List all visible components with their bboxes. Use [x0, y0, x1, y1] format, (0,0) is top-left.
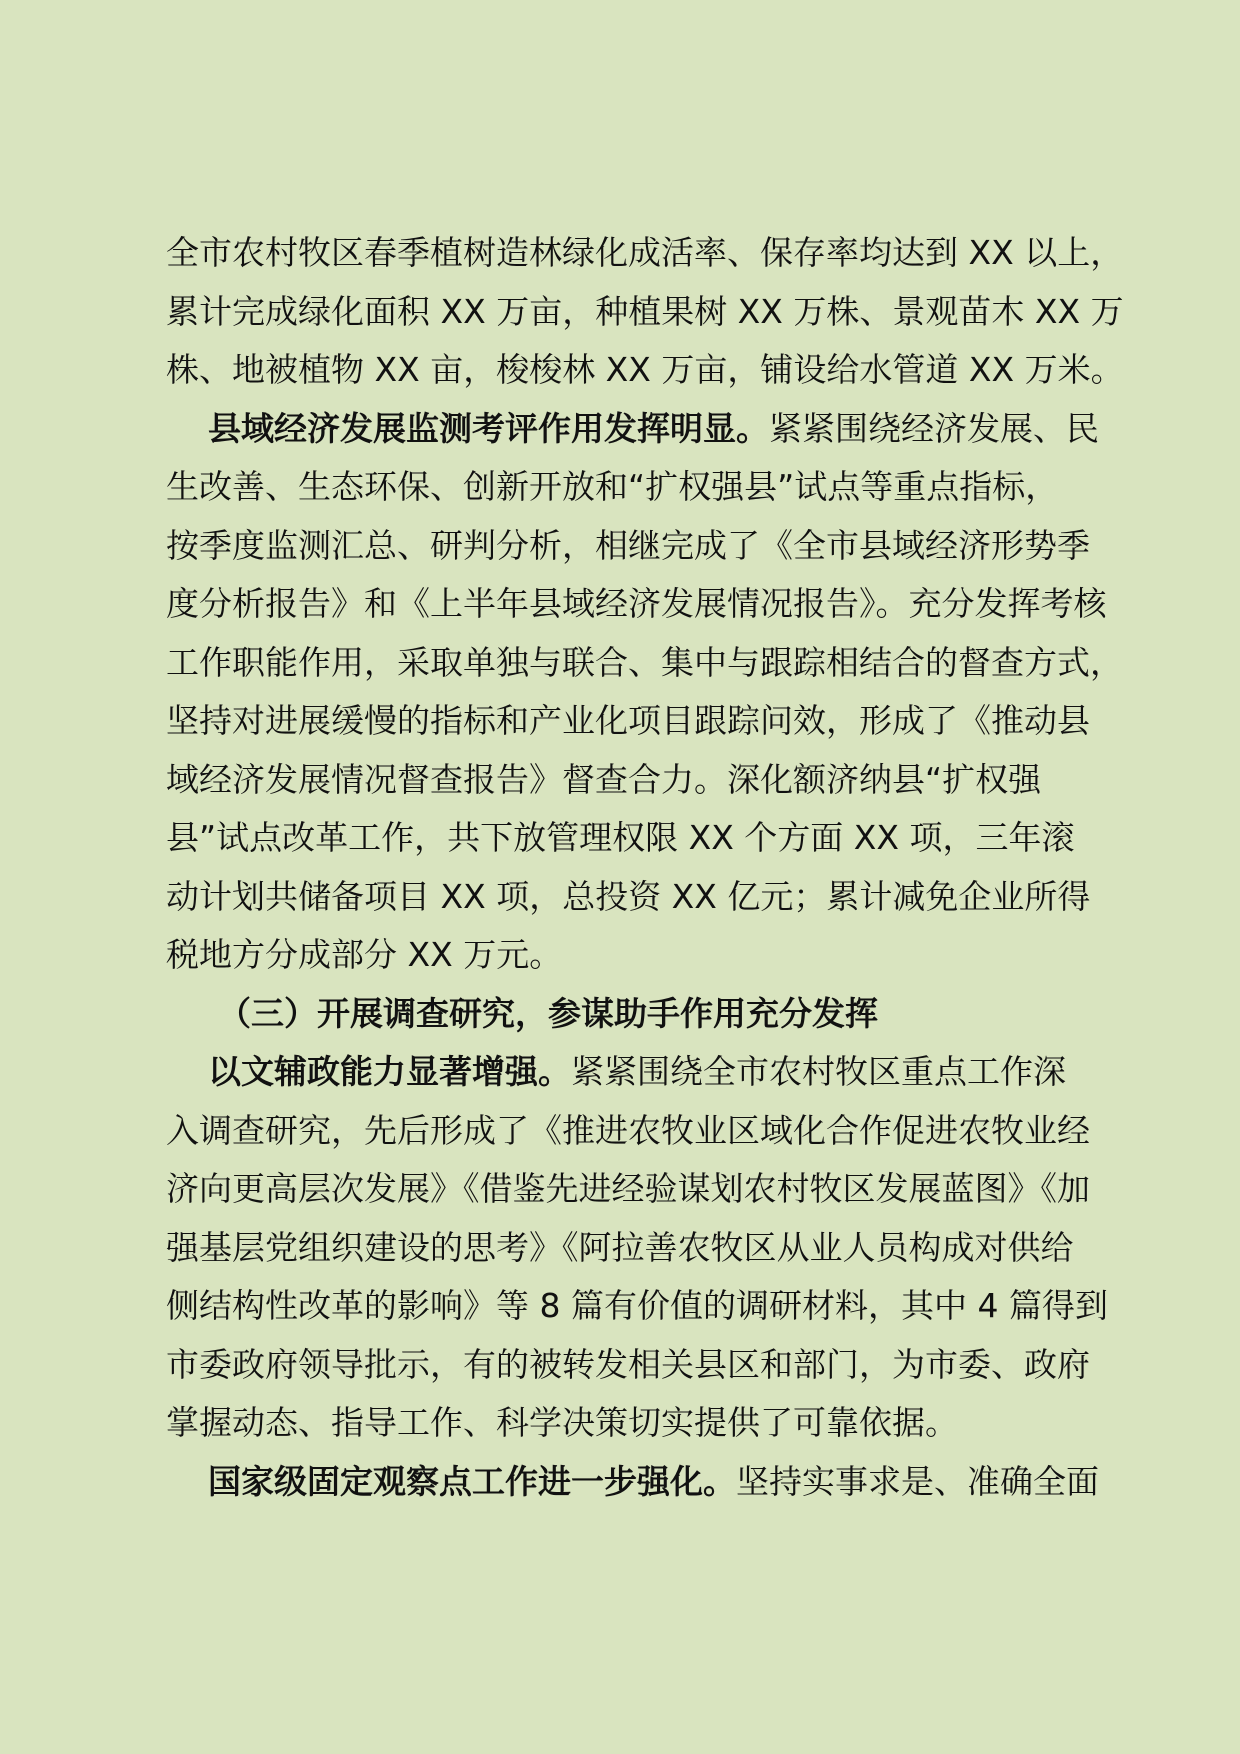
- paragraph-observation-point: [166, 1453, 1099, 1512]
- paragraph-text: 坚持实事求是、准确全面: [736, 1461, 1099, 1501]
- text-line: 济向更高层次发展》《借鉴先进经验谋划农村牧区发展蓝图》《加: [166, 1169, 1090, 1208]
- text-line: 税地方分成部分 XX 万元。: [166, 935, 563, 974]
- text-line: 坚持对进展缓慢的指标和产业化项目跟踪问效，形成了《推动县: [166, 701, 1090, 740]
- text-line: 生改善、生态环保、创新开放和“扩权强县”试点等重点指标，: [166, 467, 1059, 506]
- text-line: 动计划共储备项目 XX 项，总投资 XX 亿元；累计减免企业所得: [166, 876, 1091, 916]
- text-line: 累计完成绿化面积 XX 万亩，种植果树 XX 万株、景观苗木 XX 万: [166, 291, 1124, 331]
- text-line: 域经济发展情况督查报告》督查合力。深化额济纳县“扩权强: [166, 759, 1042, 799]
- paragraph-research: [166, 1043, 1096, 1102]
- text-line: 入调查研究，先后形成了《推进农牧业区域化合作促进农牧业经: [166, 1110, 1090, 1150]
- text-line: 工作职能作用，采取单独与联合、集中与跟踪相结合的督查方式，: [166, 642, 1123, 682]
- paragraph-text: 紧紧围绕全市农村牧区重点工作深: [571, 1052, 1066, 1091]
- text-line: 县”试点改革工作，共下放管理权限 XX 个方面 XX 项，三年滚: [166, 818, 1075, 857]
- text-line: 株、地被植物 XX 亩，梭梭林 XX 万亩，铺设给水管道 XX 万米。: [166, 350, 1124, 389]
- text-line: 按季度监测汇总、研判分析，相继完成了《全市县域经济形势季: [166, 525, 1090, 565]
- text-line: 市委政府领导批示，有的被转发相关县区和部门，为市委、政府: [166, 1344, 1090, 1384]
- paragraph-heading: 以文辅政能力显著增强。: [208, 1052, 571, 1091]
- paragraph-text: 紧紧围绕经济发展、民: [769, 408, 1099, 448]
- text-line: 全市农村牧区春季植树造林绿化成活率、保存率均达到 XX 以上，: [166, 233, 1124, 272]
- paragraph-county-economy: [166, 400, 1099, 459]
- text-line: 强基层党组织建设的思考》《阿拉善农牧区从业人员构成对供给: [166, 1227, 1074, 1267]
- paragraph-heading: 国家级固定观察点工作进一步强化。: [208, 1461, 736, 1501]
- section-title: （三）开展调查研究，参谋助手作用充分发挥: [218, 993, 878, 1033]
- text-line: 侧结构性改革的影响》等 8 篇有价值的调研材料，其中 4 篇得到: [166, 1286, 1108, 1325]
- document-body: [166, 224, 1124, 1511]
- paragraph-heading: 县域经济发展监测考评作用发挥明显。: [208, 408, 769, 448]
- text-line: 掌握动态、指导工作、科学决策切实提供了可靠依据。: [166, 1403, 958, 1442]
- section-heading: [166, 985, 1096, 1044]
- text-line: 度分析报告》和《上半年县域经济发展情况报告》。充分发挥考核: [166, 584, 1107, 623]
